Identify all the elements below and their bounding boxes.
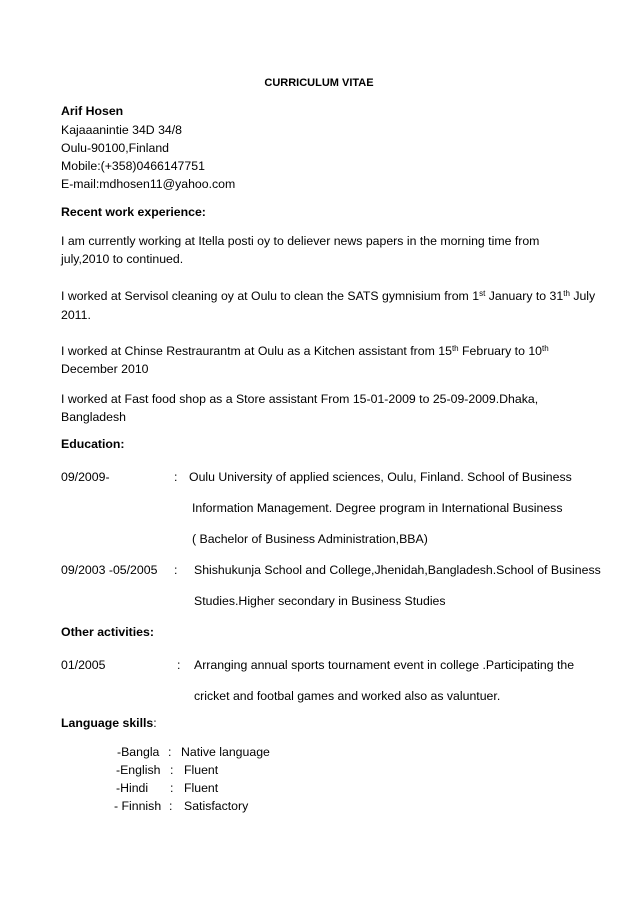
language-2-level: Fluent — [184, 763, 219, 777]
document-title: CURRICULUM VITAE — [264, 77, 374, 89]
activities-heading: Other activities: — [61, 625, 154, 639]
language-3-colon: : — [170, 781, 174, 795]
education-2-colon: : — [174, 563, 178, 577]
ordinal-suffix: th — [542, 344, 549, 353]
language-skills-heading-text: Language skills — [61, 716, 154, 730]
mobile-number: Mobile:(+358)0466147751 — [61, 159, 205, 173]
education-2-date: 09/2003 -05/2005 — [61, 563, 158, 577]
ordinal-suffix: th — [563, 289, 570, 298]
applicant-name: Arif Hosen — [61, 104, 124, 118]
language-1-colon: : — [168, 745, 172, 759]
ordinal-suffix: th — [451, 344, 459, 353]
education-1-line-2: Information Management. Degree program in International Business — [192, 501, 563, 515]
work-item-2-text-c: July — [569, 289, 596, 303]
education-2-line-1: Shishukunja School and College,Jhenidah,Bangladesh.School of Business — [194, 563, 601, 577]
education-1-colon: : — [174, 470, 178, 484]
work-item-3-line-2: December 2010 — [61, 362, 149, 376]
work-item-4-line-2: Bangladesh — [61, 410, 126, 424]
work-item-2-line-2: 2011. — [61, 308, 91, 322]
language-2-colon: : — [170, 763, 174, 777]
language-1-level: Native language — [181, 745, 270, 759]
activity-1-line-1: Arranging annual sports tournament event in college .Participating the — [194, 658, 575, 672]
education-1-date: 09/2009- — [61, 470, 110, 484]
work-item-3-line-1 — [61, 343, 549, 359]
language-3-level: Fluent — [184, 781, 219, 795]
ordinal-suffix: st — [479, 289, 486, 298]
language-skills-heading — [61, 715, 157, 731]
activity-1-colon: : — [177, 658, 181, 672]
work-item-3-text-b: February to 10 — [458, 344, 543, 358]
work-item-2-text-a: I worked at Servisol cleaning oy at Oulu to clean the SATS gymnisium from 1 — [61, 289, 480, 303]
language-4-level: Satisfactory — [184, 799, 249, 813]
work-item-1-line-2: july,2010 to continued. — [61, 252, 184, 266]
work-item-3-text-a: I worked at Chinse Restraurantm at Oulu as a Kitchen assistant from 15 — [61, 344, 452, 358]
language-1-name: -Bangla — [117, 745, 160, 759]
language-3-name: -Hindi — [116, 781, 149, 795]
work-item-1-line-1: I am currently working at Itella posti oy to deliever news papers in the morning time from — [61, 234, 540, 248]
email-address: E-mail:mdhosen11@yahoo.com — [61, 177, 236, 191]
address-line-1: Kajaaanintie 34D 34/8 — [61, 123, 183, 137]
language-skills-heading-colon: : — [153, 716, 157, 730]
activity-1-date: 01/2005 — [61, 658, 106, 672]
language-2-name: -English — [116, 763, 161, 777]
education-heading: Education: — [61, 437, 125, 451]
work-item-2-text-b: January to 31 — [485, 289, 564, 303]
address-line-2: Oulu-90100,Finland — [61, 141, 170, 155]
work-item-4-line-1: I worked at Fast food shop as a Store assistant From 15-01-2009 to 25-09-2009.Dhaka, — [61, 392, 539, 406]
language-4-colon: : — [169, 799, 173, 813]
education-1-line-1: Oulu University of applied sciences, Oulu, Finland. School of Business — [189, 470, 572, 484]
work-item-2-line-1 — [61, 288, 595, 304]
work-experience-heading: Recent work experience: — [61, 205, 206, 219]
activity-1-line-2: cricket and footbal games and worked also as valuntuer. — [194, 689, 501, 703]
education-1-line-3: ( Bachelor of Business Administration,BBA) — [192, 532, 428, 546]
language-4-name: - Finnish — [114, 799, 162, 813]
education-2-line-2: Studies.Higher secondary in Business Studies — [194, 594, 446, 608]
